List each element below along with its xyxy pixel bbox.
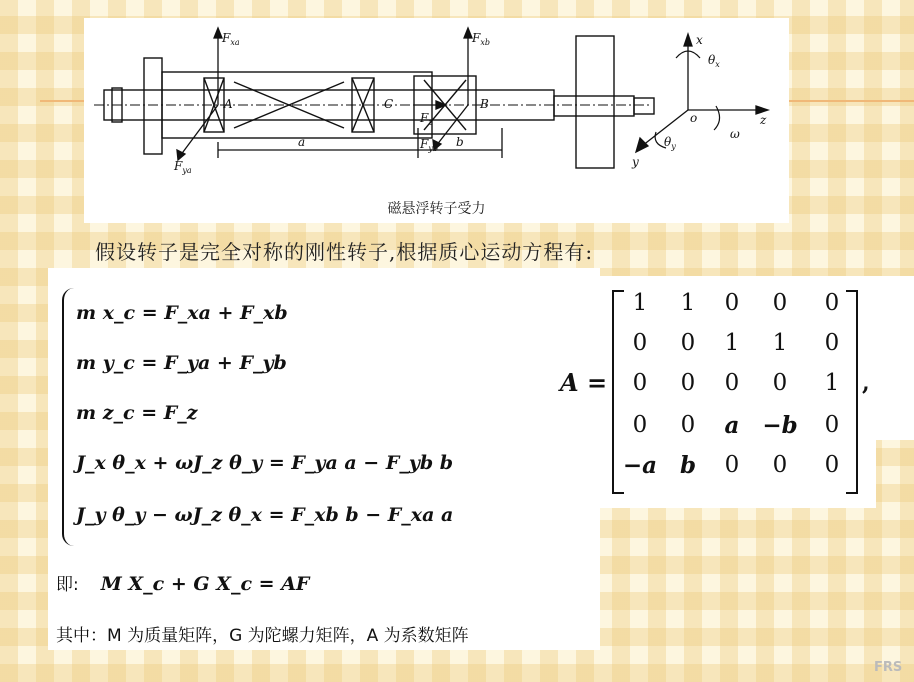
label-theta-y: θ	[664, 135, 672, 149]
matrix-cell: 0	[824, 412, 840, 438]
svg-text:θx	[708, 53, 720, 69]
label-origin: o	[690, 111, 698, 125]
matrix-cell: 0	[680, 412, 696, 438]
matrix-cell: 0	[824, 452, 840, 478]
svg-text:Fyb	[419, 137, 438, 153]
summary-prefix: 即:	[56, 575, 79, 595]
matrix-cell: 0	[724, 370, 740, 396]
matrix-cell: −a	[622, 452, 658, 479]
label-fxa-sub: xa	[230, 38, 240, 47]
label-fxb-sub: xb	[480, 38, 490, 47]
svg-text:Fxa	[221, 31, 240, 47]
label-fyb-sub: yb	[428, 144, 438, 153]
matrix-cell: 0	[772, 452, 788, 478]
label-fyb: F	[420, 137, 429, 151]
summary-line	[56, 570, 309, 595]
equation-2: m y_c = F_ya + F_yb	[76, 352, 287, 374]
matrix-cell: 0	[680, 370, 696, 396]
matrix-cell: 1	[632, 290, 648, 316]
matrix-cell: 0	[772, 370, 788, 396]
matrix-cell: 0	[772, 290, 788, 316]
equation-4: J_x θ_x + ωJ_z θ_y = F_ya a − F_yb b	[76, 452, 454, 474]
label-omega: ω	[730, 127, 740, 141]
label-fz-sub: z	[428, 118, 433, 127]
label-theta-x-sub: x	[715, 60, 720, 69]
heading: 假设转子是完全对称的刚性转子,根据质心运动方程有:	[95, 240, 594, 264]
figure-caption: 磁悬浮转子受力	[387, 201, 486, 217]
matrix-label: A =	[560, 368, 608, 397]
label-dim-a: a	[298, 135, 306, 149]
label-theta-x: θ	[708, 53, 716, 67]
svg-text:Fya	[173, 159, 192, 175]
label-point-b: B	[480, 97, 489, 111]
matrix-cell: 1	[824, 370, 840, 396]
rotor-diagram	[84, 18, 789, 223]
matrix-cell: 0	[680, 330, 696, 356]
label-fya-sub: ya	[182, 166, 192, 175]
rotor-force-figure	[84, 18, 789, 223]
matrix-cell: 1	[772, 330, 788, 356]
label-dim-b: b	[456, 135, 464, 149]
label-point-a: A	[224, 97, 233, 111]
matrix-cell: 0	[632, 330, 648, 356]
label-fxa: F	[222, 31, 231, 45]
svg-text:Fz	[419, 111, 433, 127]
summary-formula: M X_c + G X_c = AF	[100, 573, 310, 595]
label-theta-y-sub: y	[671, 142, 676, 151]
label-fz: F	[420, 111, 429, 125]
equation-brace	[62, 288, 76, 546]
svg-text:θy	[664, 135, 676, 151]
label-axis-y: y	[632, 155, 639, 169]
label-axis-z: z	[760, 113, 767, 127]
equation-5: J_y θ_y − ωJ_z θ_x = F_xb b − F_xa a	[76, 504, 454, 526]
svg-text:Fxb	[471, 31, 490, 47]
label-point-c: C	[384, 97, 394, 111]
matrix-cell: 1	[680, 290, 696, 316]
matrix-cell: 0	[824, 330, 840, 356]
label-fxb: F	[472, 31, 481, 45]
equation-1: m x_c = F_xa + F_xb	[76, 302, 288, 324]
where-text: 其中：M 为质量矩阵，G 为陀螺力矩阵，A 为系数矩阵	[56, 626, 469, 646]
matrix-cell: b	[679, 452, 697, 479]
watermark: FRS	[874, 660, 903, 675]
matrix-cell: a	[724, 412, 740, 439]
matrix-comma: ,	[862, 370, 870, 396]
matrix-cell: 1	[724, 330, 740, 356]
matrix-cell: 0	[824, 290, 840, 316]
equation-3: m z_c = F_z	[76, 402, 198, 424]
label-axis-x: x	[696, 33, 703, 47]
label-fya: F	[174, 159, 183, 173]
matrix-cell: 0	[632, 370, 648, 396]
matrix-cell: 0	[632, 412, 648, 438]
matrix-panel-ext	[876, 276, 914, 440]
matrix-cell: 0	[724, 452, 740, 478]
matrix-cell: 0	[724, 290, 740, 316]
matrix-cell: −b	[762, 412, 798, 439]
